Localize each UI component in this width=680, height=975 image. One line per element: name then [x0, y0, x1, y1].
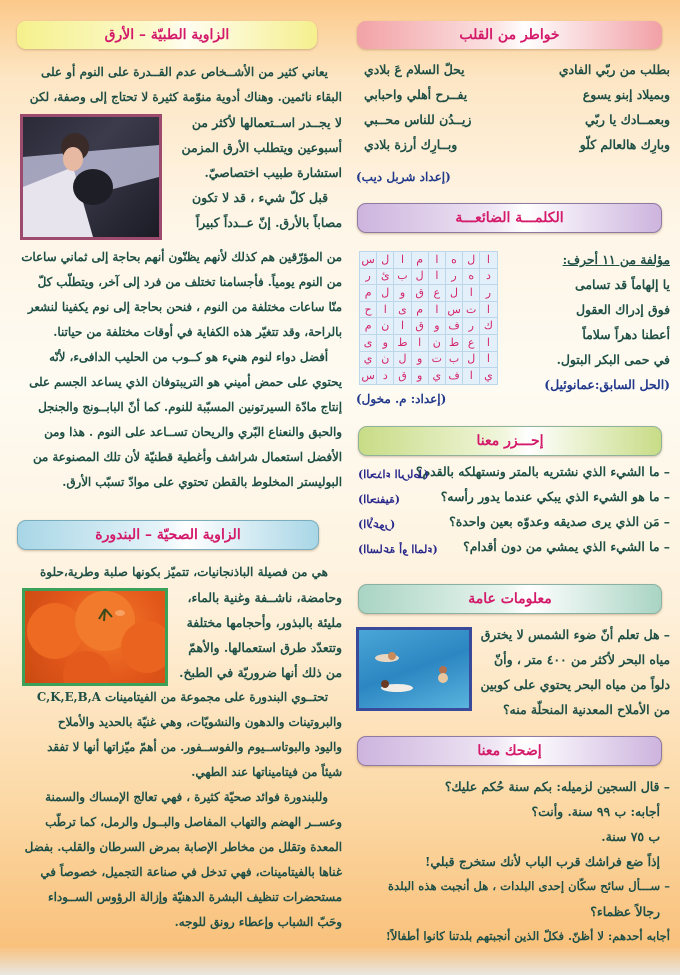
riddles-section-header — [358, 426, 662, 456]
grid-cell: ق — [411, 318, 428, 335]
grid-cell: ا — [428, 268, 445, 285]
general-info-line: من الأملاح المعدنية المنحلّة منه؟ — [502, 702, 670, 717]
poem-verse-first-half: بطلب من ربّي الفادي — [558, 62, 670, 77]
grid-cell: ي — [428, 368, 445, 385]
grid-row — [360, 252, 498, 269]
joke-line: – قال السجين لزميله: بكم سنة حُكم عليك؟ — [444, 779, 670, 794]
poem-verse-second-half: زيــدُن للناس محــبي — [364, 112, 472, 127]
joke-line: – ســـأل سائح سكّان إحدى البلدات ، هل أنجبت هذه البلدة — [388, 879, 670, 893]
tomato-line: وللبندورة فوائد صحيّة كثيرة ، فهي تعالج الإمساك والسمنة — [45, 790, 328, 804]
tomato-line: وحَبّ الشباب وإعطاء رونق للوجه. — [174, 915, 342, 929]
joke-line: إذاً ضع فراشك قرب الباب لأنك ستخرج قبلي! — [424, 854, 660, 869]
insomnia-line: أفضل دواء لنوم هنيء هو كــوب من الحليب الدافىء، لأنّه — [49, 350, 328, 364]
grid-cell: ا — [377, 301, 394, 318]
riddle-answer-mirrored: (الساعة أو الماء) — [358, 543, 438, 556]
insomnia-line: الأفضل استعمال شراشف وأغطية قطنيّة لأن تلك المصنوعة من — [32, 450, 342, 464]
tomato — [27, 603, 83, 659]
insomnia-line: أسبوعين ويتطلب الأرق المزمن — [181, 140, 342, 155]
word-search-grid — [359, 251, 498, 385]
riddle-answer-mirrored: (الحنفية) — [358, 493, 401, 506]
insomnia-line: من النوم يومياً. فأجسامنا تختلف من فرد إلى آخر، ويتطلّب كلّ — [37, 275, 342, 289]
swimmer-figure — [388, 652, 396, 660]
poem-verse — [356, 137, 674, 162]
insomnia-line: بالراحة، وقد تتغيّر هذه الكفاية في أوقات مختلفة من حياتنا. — [53, 325, 342, 339]
tomato-line: وحامضة، ناشــفة وغنية بالماء، — [187, 590, 342, 605]
grid-cell: ا — [411, 334, 428, 351]
grid-cell: ن — [428, 334, 445, 351]
tomato-line: مستحضرات تنظيف البشرة الدهنيّة وإزالة الرؤوس الســوداء — [48, 890, 342, 904]
tomato-line: من ذلك أنها ضروريّة في الطبخ. — [179, 665, 342, 680]
insomnia-line: البقاء نائمين. وهناك أدوية منوّمة كثيرة لا تحتاج إلى وصفة، لكن — [29, 90, 342, 104]
grid-cell: ك — [480, 318, 497, 335]
insomnia-top-text — [16, 60, 342, 110]
grid-cell: ل — [463, 351, 480, 368]
grid-row — [360, 268, 498, 285]
grid-cell: د — [480, 268, 497, 285]
grid-cell: ع — [428, 285, 445, 302]
laugh-text — [350, 774, 670, 949]
grid-cell: ت — [463, 301, 480, 318]
joke-line: أجابه أحدهم: لا أظنّ. فكلّ الذين أنجبتهم بلدتنا كانوا أطفالاً! — [385, 929, 670, 943]
riddle-question: – مَن الذي يرى صديقه وعدوّه بعين واحدة؟ — [449, 514, 670, 529]
grid-cell: ر — [360, 268, 377, 285]
grid-cell: ه — [445, 252, 462, 269]
lost-word-credit: (إعداد: م. مخول) — [356, 392, 447, 406]
swimmers-image — [359, 630, 469, 708]
grid-cell: ل — [377, 285, 394, 302]
general-info-title: معلومات عامة — [468, 591, 552, 607]
grid-cell: ا — [394, 318, 411, 335]
poem-verse-second-half: يفــرح أهلي واحبابي — [364, 87, 468, 102]
grid-cell: ق — [411, 285, 428, 302]
lost-word-intro: مؤلفة من ١١ أحرف: — [562, 252, 670, 267]
tomato-line: مليئة بالبذور، وأحجامها مختلفة — [186, 615, 342, 630]
grid-row — [360, 351, 498, 368]
grid-cell: و — [428, 318, 445, 335]
grid-cell: ه — [463, 268, 480, 285]
riddles-title: إحـــزر معنا — [476, 433, 544, 449]
previous-solution: (الحل السابق:عمانوئيل) — [544, 377, 670, 392]
lost-word-title: الكلمـــة الضائعـــة — [455, 210, 564, 226]
tomato-line: تحتــوي البندورة على مجموعة من الفيتامينات C,K,E,B,A — [36, 690, 328, 704]
riddle-answer-mirrored: (الأعور) — [358, 518, 396, 531]
grid-cell: م — [360, 318, 377, 335]
insomnia-line: قبل كلّ شيء ، قد لا تكون — [191, 190, 328, 205]
joke-line: ب ٧٥ سنة. — [601, 829, 660, 844]
grid-cell: ا — [463, 285, 480, 302]
insomnia-line: استشارة طبيب اختصاصيّ. — [204, 165, 342, 180]
grid-cell: ر — [480, 285, 497, 302]
insomnia-title: الزاوية الطبيّة – الأرق — [104, 27, 230, 43]
grid-cell: م — [360, 285, 377, 302]
poem-verse-second-half: وبــارِك أرزة بلادي — [364, 137, 458, 152]
woman-face — [63, 147, 83, 171]
poem-verse-first-half: وبارِك هالعالم كلّو — [579, 137, 670, 152]
grid-cell: د — [377, 368, 394, 385]
insomnia-line: لا يجــدر اســتعمالها لأكثر من — [191, 115, 342, 130]
riddle-question: – ما هو الشيء الذي يبكي عندما يدور رأسه؟ — [440, 489, 670, 504]
joke-line: رجالاً عظماء؟ — [590, 904, 660, 919]
tomatoes-image — [25, 591, 165, 683]
insomnia-line: مصاباً بالأرق. إنّ عــدداً كبيراً — [195, 215, 342, 230]
grid-cell: م — [411, 252, 428, 269]
insomnia-line: إنتاج مادّة السيرتونين المسبّبة للنوم. كما أنّ البابــونج والجنجل — [38, 400, 342, 414]
grid-row — [360, 334, 498, 351]
grid-cell: ف — [445, 368, 462, 385]
insomnia-section-header — [17, 21, 317, 49]
insomnia-woman-photo — [20, 114, 162, 240]
grid-cell: س — [445, 301, 462, 318]
tomato — [63, 651, 111, 683]
dead-sea-swimmers-photo — [356, 627, 472, 711]
tomato-top-text — [16, 560, 342, 585]
lost-word-line: فوق إدراك العقول — [575, 302, 670, 317]
grid-cell: ل — [394, 351, 411, 368]
tomato-line: واليود والبوتاســيوم والفوســفور. من أهمّ ميّزاتها أنها لا تفقد — [47, 740, 342, 754]
insomnia-line: يحتوي على حمض أميني هو التريبتوفان الذي يساعد الجسم على — [29, 375, 342, 389]
poem-title: خواطر من القلب — [459, 27, 560, 43]
grid-cell: ا — [480, 334, 497, 351]
grid-cell: و — [377, 334, 394, 351]
tomato-section-header — [17, 520, 319, 550]
grid-cell: ا — [480, 301, 497, 318]
general-info-line: مياه البحر لأكثر من ٤٠٠ متر ، وأنّ — [494, 652, 670, 667]
grid-cell: ر — [445, 268, 462, 285]
riddle-answer-mirrored: (الحذاء الرباط) — [358, 468, 429, 481]
grid-cell: ر — [463, 318, 480, 335]
poem-verse-first-half: وبميلاد إبنو يسوع — [582, 87, 670, 102]
grid-cell: ي — [360, 351, 377, 368]
tomato-line: المعدة وتقلل من مخاطر الإصابة بمرض السرطان والقلب. بفضل — [24, 840, 342, 854]
shadow — [73, 169, 113, 205]
insomnia-line: يعاني كثير من الأشــخاص عدم القــدرة على النوم أو على — [40, 65, 328, 79]
grid-cell: و — [411, 368, 428, 385]
grid-cell: س — [360, 252, 377, 269]
poem-verse — [356, 112, 674, 137]
insomnia-line: منّا ساعات مختلفة من النوم ، فنحن بحاجة إلى نوم يكفينا لنشعر — [27, 300, 342, 314]
swimmer-figure — [439, 666, 447, 674]
grid-cell: ع — [463, 334, 480, 351]
grid-cell: ا — [428, 301, 445, 318]
lost-word-line: يا إلهاماً قد تسامى — [575, 277, 670, 292]
tomato-title: الزاوية الصحيّة – البندورة — [95, 527, 241, 543]
insomnia-side-text — [166, 110, 342, 235]
swimmer-figure — [438, 673, 448, 683]
insomnia-bottom-text — [16, 245, 342, 495]
grid-cell: ب — [394, 268, 411, 285]
grid-cell: و — [394, 285, 411, 302]
grid-cell: س — [360, 368, 377, 385]
grid-cell: ا — [480, 351, 497, 368]
poem-verse-first-half: وبعمــادك يا ربّي — [585, 112, 670, 127]
riddle-question: – ما الشيء الذي نشتريه بالمتر ونستهلكه بالقدم؟ — [415, 464, 670, 479]
poem-verse — [356, 87, 674, 112]
tomato-line: وعســر الهضم والتهاب المفاصل والبــول والرمل، كما ترطّب — [45, 815, 342, 829]
riddle-question: – ما الشيء الذي يمشي من دون أقدام؟ — [463, 539, 670, 554]
joke-line: أجابه: ب ٩٩ سنة. وأنت؟ — [531, 804, 660, 819]
tomato-line: وتتعدّد طرق استعمالها. والأهمّ — [188, 640, 342, 655]
grid-cell: ن — [377, 318, 394, 335]
grid-cell: ط — [394, 334, 411, 351]
woman-in-bed-image — [23, 117, 159, 237]
poem-section-header — [357, 21, 662, 49]
grid-cell: ل — [411, 268, 428, 285]
grid-row — [360, 368, 498, 385]
laugh-section-header — [357, 736, 662, 766]
general-info-line: دلواً من مياه البحر يحتوي على كوبين — [480, 677, 670, 692]
grid-cell: ا — [394, 252, 411, 269]
grid-cell: ى — [360, 334, 377, 351]
general-info-section-header — [358, 584, 662, 614]
grid-cell: ل — [377, 252, 394, 269]
tomato-line: غناها بالفيتامينات، فهي تدخل في صناعة التجميل، خصوصاً في — [40, 865, 342, 879]
grid-cell: ا — [463, 368, 480, 385]
grid-cell: ا — [480, 252, 497, 269]
grid-cell: ى — [394, 301, 411, 318]
general-info-line: – هل تعلم أنّ ضوء الشمس لا يخترق — [480, 627, 670, 642]
highlight — [115, 610, 125, 616]
grid-cell: م — [411, 301, 428, 318]
grid-cell: ط — [445, 334, 462, 351]
grid-cell: ت — [428, 351, 445, 368]
insomnia-line: والحبق والنعناع البّري والريحان تســاعد على النوم . هذا ومن — [44, 425, 342, 439]
grid-cell: ق — [394, 368, 411, 385]
grid-row — [360, 285, 498, 302]
grid-row — [360, 318, 498, 335]
insomnia-line: البوليستر المخلوط بالقطن تحتوي على موادّ تسبّب الأرق. — [62, 475, 342, 489]
grid-cell: و — [411, 351, 428, 368]
general-info-text — [470, 622, 670, 722]
grid-cell: ب — [445, 351, 462, 368]
grid-cell: ا — [428, 252, 445, 269]
poem-credit: (إعداد شربل ديب) — [356, 170, 451, 184]
grid-cell: ف — [445, 318, 462, 335]
grid-cell: ح — [360, 301, 377, 318]
lost-word-line: في حمى البكر البتول. — [556, 352, 670, 367]
laugh-title: إضحك معنا — [477, 743, 542, 759]
poem-verse — [356, 62, 674, 87]
tomato-bottom-text — [16, 685, 342, 935]
grid-cell: ل — [445, 285, 462, 302]
tomato-line: شيئاً من فيتاميناتها عند الطهي. — [191, 765, 342, 779]
lost-word-section-header — [357, 203, 662, 233]
grid-cell: ي — [480, 368, 497, 385]
swimmer-figure — [381, 680, 389, 688]
poem-verse-second-half: يحلّ السلام عَ بلادي — [364, 62, 465, 77]
lost-word-line: أعطنا دهراً سلاماً — [582, 327, 670, 342]
grid-cell: ن — [377, 351, 394, 368]
grid-cell: ئ — [377, 268, 394, 285]
insomnia-line: من المؤرّقين هم كذلك لأنهم يظنّون أنهم بحاجة إلى ثماني ساعات — [21, 250, 342, 264]
tomato-side-text — [172, 585, 342, 685]
tomato-line: والبروتينات والدهون والنشويّات، وهي غنيّة بالحديد والأملاح — [57, 715, 342, 729]
grid-row — [360, 301, 498, 318]
tomatoes-photo — [22, 588, 168, 686]
lost-word-text — [520, 247, 670, 397]
tomato-line: هي من فصيلة الباذنجانيات، تتميّز بكونها صلبة وطرية،حلوة — [40, 565, 328, 579]
grid-cell: ل — [463, 252, 480, 269]
